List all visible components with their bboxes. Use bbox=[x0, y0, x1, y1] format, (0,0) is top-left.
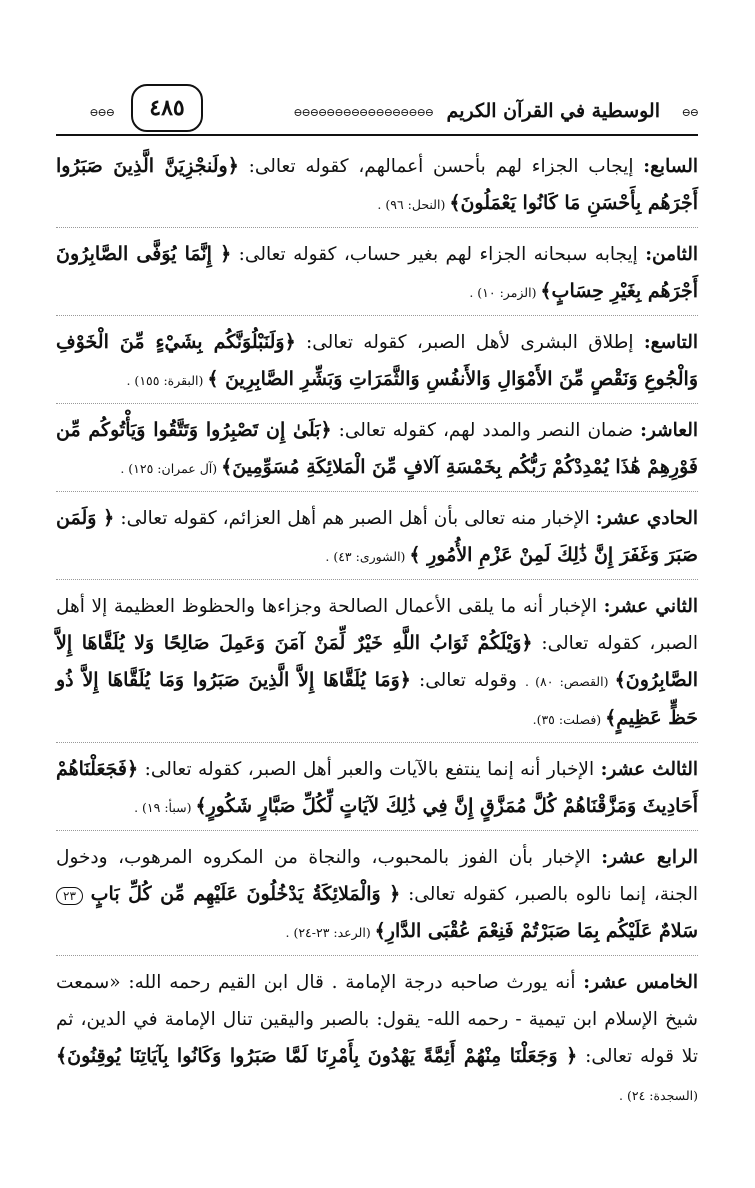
quran-verse: ﴿بَلَىٰ إِن تَصْبِرُوا وَتَتَّقُوا وَيَأْتُوكُم مِّن فَوْرِهِمْ هَٰذَا يُمْدِدْكُمْ رَبُّكُم بِخَمْسَةِ آلافٍ مِّنَ الْمَلائِكَةِ مُسَوِّمِينَ﴾ bbox=[56, 419, 698, 478]
verse-reference: (البقرة: ١٥٥) . bbox=[126, 373, 208, 388]
quran-verse: ﴿وَيْلَكُمْ ثَوَابُ اللَّهِ خَيْرٌ لِّمَنْ آمَنَ وَعَمِلَ صَالِحًا وَلا يُلَقَّاهَا إِلاَّ الصَّابِرُونَ﴾ bbox=[56, 632, 699, 691]
quran-verse: ﴿ولَنجْزِيَنَّ الَّذِينَ صَبَرُوا أَجْرَهُم بِأَحْسَنِ مَا كَانُوا يَعْمَلُونَ﴾ bbox=[56, 155, 698, 214]
paragraph-text: إطلاق البشرى لأهل الصبر، كقوله تعالى: bbox=[295, 332, 644, 353]
paragraph-text: إيجابه سبحانه الجزاء لهم بغير حساب، كقوله تعالى: bbox=[231, 244, 646, 265]
paragraph-text: أنه يورث صاحبه درجة الإمامة . قال ابن القيم رحمه الله: «سمعت شيخ الإسلام ابن تيمية - رحمه الله- يقول: بالصبر واليقين تنال الإمامة في الدين، ثم تلا قوله تعالى: bbox=[56, 972, 698, 1067]
paragraph-text: الإخبار أنه ما يلقى الأعمال الصالحة وجزاءها والحظوظ العظيمة إلا أهل الصبر، كقوله تعالى: bbox=[56, 596, 698, 654]
paragraph-lead: الثامن: bbox=[645, 244, 699, 265]
header-ornament-right: ⊖⊖ bbox=[681, 106, 698, 119]
running-title: الوسطية في القرآن الكريم bbox=[446, 100, 660, 122]
paragraph-text: وقوله تعالى: bbox=[410, 670, 525, 691]
paragraph bbox=[56, 839, 698, 956]
paragraph-text: الإخبار منه تعالى بأن أهل الصبر هم أهل العزائم، كقوله تعالى: bbox=[114, 508, 596, 529]
paragraph bbox=[56, 236, 698, 316]
verse-reference: (الرعد: ٢٣-٢٤) . bbox=[285, 925, 375, 940]
paragraph-lead: السابع: bbox=[643, 156, 698, 177]
verse-reference: (القصص: ٨٠) . bbox=[525, 674, 615, 689]
paragraph-lead: الخامس عشر: bbox=[583, 972, 698, 993]
quran-verse: ﴿وَلَنَبْلُوَنَّكُم بِشَيْءٍ مِّنَ الْخَوْفِ وَالْجُوعِ وَنَقْصٍ مِّنَ الأَمْوَالِ وَالأَنفُسِ وَالثَّمَرَاتِ وَبَشِّرِ الصَّابِرِينَ ﴾ bbox=[56, 331, 698, 390]
verse-reference: (الشورى: ٤٣) . bbox=[325, 549, 410, 564]
quran-verse: ﴿ وَجَعَلْنَا مِنْهُمْ أَئِمَّةً يَهْدُونَ بِأَمْرِنَا لَمَّا صَبَرُوا وَكَانُوا بِآيَاتِنَا يُوقِنُونَ﴾ bbox=[56, 1045, 578, 1067]
paragraph-lead: الرابع عشر: bbox=[601, 847, 699, 868]
paragraph bbox=[56, 324, 698, 404]
quran-verse: ﴿ إِنَّمَا يُوَفَّى الصَّابِرُونَ أَجْرَهُم بِغَيْرِ حِسَابٍ﴾ bbox=[56, 243, 698, 302]
page-body bbox=[56, 148, 698, 1118]
verse-reference: (الزمر: ١٠) . bbox=[469, 285, 541, 300]
paragraph-text: ضمان النصر والمدد لهم، كقوله تعالى: bbox=[331, 420, 641, 441]
paragraph bbox=[56, 588, 698, 743]
paragraph-text: الإخبار بأن الفوز بالمحبوب، والنجاة من المكروه المرهوب، ودخول الجنة، إنما نالوه بالصبر، كقوله تعالى: bbox=[56, 847, 698, 905]
paragraph-text: الإخبار أنه إنما ينتفع بالآيات والعبر أهل الصبر، كقوله تعالى: bbox=[138, 759, 601, 780]
header-ornament-left: ⊖⊖⊖ bbox=[89, 106, 114, 119]
quran-verse: ﴿وَمَا يُلَقَّاهَا إِلاَّ الَّذِينَ صَبَرُوا وَمَا يُلَقَّاهَا إِلاَّ ذُو حَظٍّ عَظِيمٍ﴾ bbox=[56, 669, 698, 729]
quran-verse: ﴿ وَالْمَلائِكَةُ يَدْخُلُونَ عَلَيْهِم مِّن كُلِّ بَابٍ bbox=[90, 883, 401, 905]
verse-reference: (فصلت: ٣٥). bbox=[532, 712, 606, 727]
paragraph-lead: الحادي عشر: bbox=[595, 508, 698, 529]
verse-reference: (النحل: ٩٦) . bbox=[377, 197, 450, 212]
verse-reference: (آل عمران: ١٢٥) . bbox=[120, 461, 222, 476]
verse-number-marker: ٢٣ bbox=[56, 887, 83, 905]
paragraph bbox=[56, 148, 698, 228]
paragraph-lead: العاشر: bbox=[640, 420, 698, 441]
verse-reference: (سبأ: ١٩) . bbox=[134, 800, 196, 815]
paragraph bbox=[56, 500, 698, 580]
paragraph bbox=[56, 751, 698, 831]
quran-verse: ﴿ وَلَمَن صَبَرَ وَغَفَرَ إِنَّ ذَٰلِكَ لَمِنْ عَزْمِ الأُمُورِ ﴾ bbox=[56, 507, 698, 566]
paragraph bbox=[56, 412, 698, 492]
verse-reference: (السجدة: ٢٤) . bbox=[619, 1088, 698, 1103]
paragraph-text: إيجاب الجزاء لهم بأحسن أعمالهم، كقوله تعالى: bbox=[238, 156, 644, 177]
quran-verse: ﴿فَجَعَلْنَاهُمْ أَحَادِيثَ وَمَزَّقْنَاهُمْ كُلَّ مُمَزَّقٍ إِنَّ فِي ذَٰلِكَ لآيَاتٍ لِّكُلِّ صَبَّارٍ شَكُورٍ﴾ bbox=[56, 758, 698, 817]
paragraph-lead: الثالث عشر: bbox=[600, 759, 698, 780]
page-header bbox=[56, 78, 698, 138]
paragraph-lead: التاسع: bbox=[643, 332, 698, 353]
quran-verse: سَلامٌ عَلَيْكُم بِمَا صَبَرْتُمْ فَنِعْمَ عُقْبَى الدَّارِ﴾ bbox=[374, 920, 698, 942]
header-ornament-middle: ⊖⊖⊖⊖⊖⊖⊖⊖⊖⊖⊖⊖⊖⊖⊖⊖⊖ bbox=[293, 106, 433, 119]
book-page bbox=[56, 78, 698, 1126]
header-rule bbox=[56, 134, 698, 136]
paragraph bbox=[56, 964, 698, 1118]
paragraph-lead: الثاني عشر: bbox=[603, 596, 698, 617]
page-number: ٤٨٥ bbox=[131, 84, 203, 132]
